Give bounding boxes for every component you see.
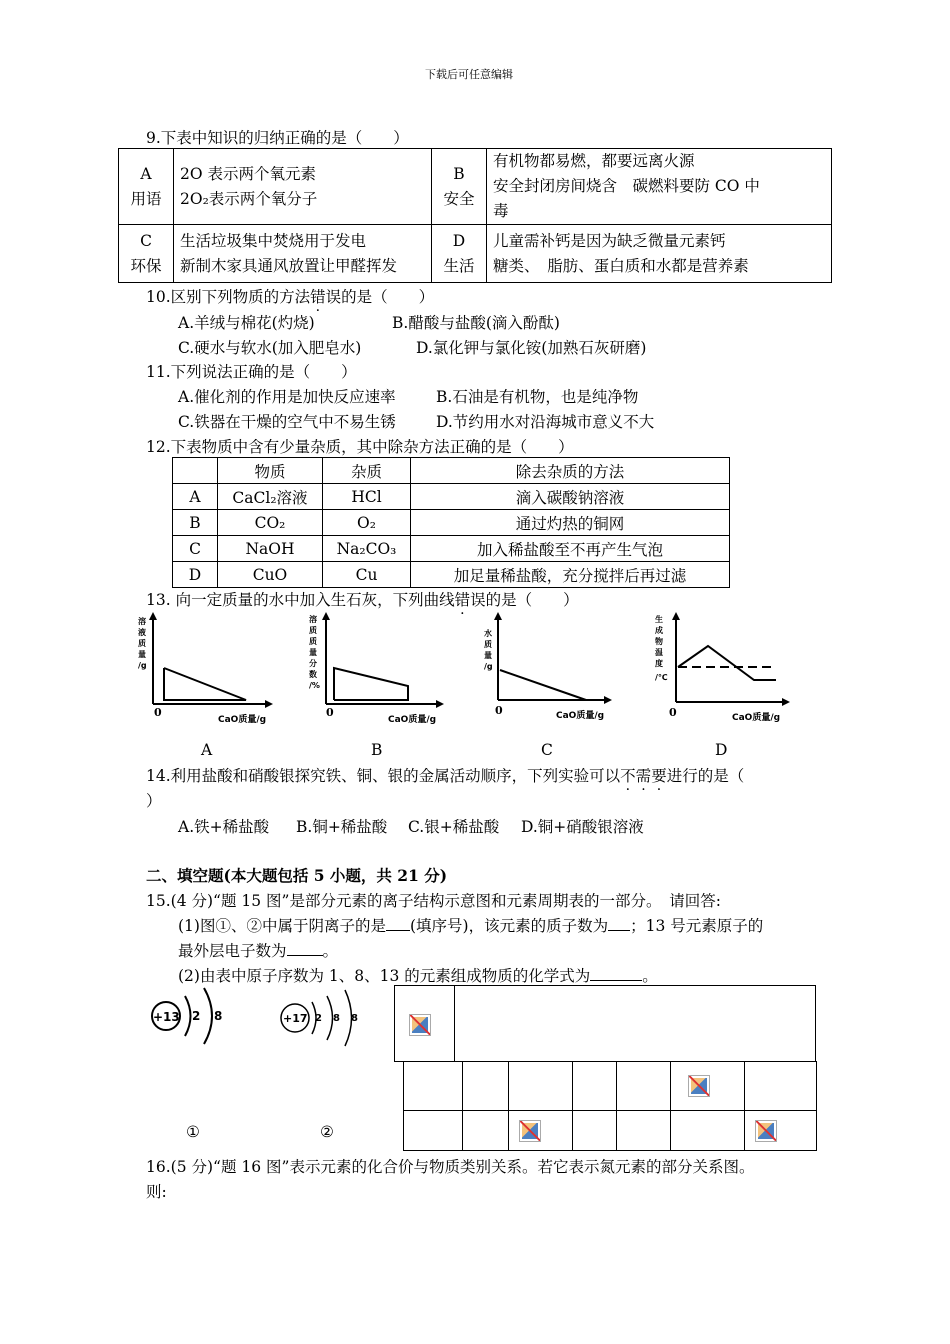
svg-text:0: 0 xyxy=(326,706,334,719)
svg-text:生: 生 xyxy=(655,615,663,624)
chart-d-curve xyxy=(678,646,776,680)
q11-option-d: D.节约用水对沿海城市意义不大 xyxy=(436,413,655,431)
q11-stem: 11.下列说法正确的是（ ） xyxy=(146,363,357,381)
chart-a-xlabel: CaO质量/g xyxy=(218,715,267,725)
chart-a xyxy=(138,612,273,725)
svg-text:溶: 溶 xyxy=(138,617,146,626)
svg-text:CaO质量/g: CaO质量/g xyxy=(388,715,437,725)
periodic-table-grid xyxy=(403,1061,817,1151)
answer-blank-4 xyxy=(590,966,642,981)
q15-part1-line1: (1)图①、②中属于阴离子的是 (填序号)，该元素的质子数为 ；13 号元素原子的 xyxy=(178,917,764,935)
svg-text:物: 物 xyxy=(655,637,663,646)
chart-b-letter: B xyxy=(371,741,383,759)
q14-stem: 14.利用盐酸和硝酸银探究铁、铜、银的金属活动顺序，下列实验可以不需要进行的是（ xyxy=(146,767,745,785)
svg-text:溶: 溶 xyxy=(309,615,317,624)
q11-option-a: A.催化剂的作用是加快反应速率 xyxy=(178,388,396,406)
q9-cell-c-head: C 环保 xyxy=(119,225,174,283)
svg-text:CaO质量/g: CaO质量/g xyxy=(732,713,781,723)
q9-cell-b: 有机物都易燃，都要远离火源 安全封闭房间烧含 碳燃料要防 CO 中 毒 xyxy=(487,149,832,225)
q9-cell-c: 生活垃圾集中焚烧用于发电 新制木家具通风放置让甲醛挥发 xyxy=(174,225,432,283)
ion-diagram-2 xyxy=(281,990,358,1046)
svg-text:/%: /% xyxy=(309,681,320,690)
table-row: D CuO Cu 加足量稀盐酸，充分搅拌后再过滤 xyxy=(173,562,730,588)
ion-diagram-1 xyxy=(152,988,222,1044)
svg-text:量: 量 xyxy=(309,648,317,657)
q14-option-b: B.铜+稀盐酸 xyxy=(296,818,388,836)
q13-charts xyxy=(136,612,806,736)
broken-image-icon xyxy=(755,1120,777,1142)
svg-text:0: 0 xyxy=(495,704,503,717)
q15-part1-line2: 最外层电子数为 。 xyxy=(178,942,339,960)
svg-text:质: 质 xyxy=(484,640,492,649)
svg-text:量: 量 xyxy=(484,651,492,660)
chart-a-letter: A xyxy=(201,741,213,759)
svg-text:0: 0 xyxy=(669,706,677,719)
table-row: A CaCl₂溶液 HCl 滴入碳酸钠溶液 xyxy=(173,484,730,510)
chart-b xyxy=(308,612,444,725)
q15-stem: 15.(4 分)“题 15 图”是部分元素的离子结构示意图和元素周期表的一部分。 请回答: xyxy=(146,892,721,910)
q14-stem-end: ） xyxy=(146,792,162,810)
table-row: C NaOH Na₂CO₃ 加入稀盐酸至不再产生气泡 xyxy=(173,536,730,562)
q15-part2: (2)由表中原子序数为 1、8、13 的元素组成物质的化学式为 。 xyxy=(178,967,658,985)
q12-table xyxy=(172,457,730,588)
q13-stem: 13. 向一定质量的水中加入生石灰，下列曲线错误的是（ ） xyxy=(146,591,579,609)
chart-a-origin: 0 xyxy=(154,706,162,719)
periodic-table-top xyxy=(394,985,816,1062)
svg-text:+17: +17 xyxy=(283,1012,308,1025)
svg-text:8: 8 xyxy=(351,1013,358,1024)
svg-text:数: 数 xyxy=(309,670,317,679)
svg-text:/℃: /℃ xyxy=(655,673,668,682)
q16-line1: 16.(5 分)“题 16 图”表示元素的化合价与物质类别关系。若它表示氮元素的部分关系图。 xyxy=(146,1158,755,1176)
svg-text:+13: +13 xyxy=(153,1010,180,1024)
chart-d-letter: D xyxy=(715,741,728,759)
chart-c-letter: C xyxy=(541,741,553,759)
broken-image-icon xyxy=(519,1120,541,1142)
q14-option-c: C.银+稀盐酸 xyxy=(408,818,500,836)
q12-header-substance: 物质 xyxy=(218,458,323,484)
ion-1-label: ① xyxy=(186,1123,200,1141)
q10-option-b: B.醋酸与盐酸(滴入酚酞) xyxy=(392,314,560,332)
svg-text:8: 8 xyxy=(333,1013,340,1024)
q9-cell-b-head: B 安全 xyxy=(432,149,487,225)
chart-b-curve xyxy=(334,668,408,700)
svg-text:质: 质 xyxy=(309,626,317,635)
ion-2-label: ② xyxy=(320,1123,334,1141)
svg-text:温: 温 xyxy=(655,648,663,657)
page-header: 下载后可任意编辑 xyxy=(425,68,513,81)
svg-text:CaO质量/g: CaO质量/g xyxy=(556,711,605,721)
svg-text:水: 水 xyxy=(484,629,492,638)
q16-line2: 则: xyxy=(146,1183,167,1201)
svg-text:质: 质 xyxy=(309,637,317,646)
svg-text:量: 量 xyxy=(138,650,146,659)
q10-option-a: A.羊绒与棉花(灼烧) xyxy=(178,314,315,332)
svg-text:度: 度 xyxy=(655,659,663,668)
svg-text:质: 质 xyxy=(138,639,146,648)
chart-c-curve xyxy=(500,670,586,700)
svg-text:/g: /g xyxy=(138,661,147,670)
svg-text:2: 2 xyxy=(192,1009,201,1023)
ion-structure-diagrams xyxy=(140,982,380,1052)
q12-header-impurity: 杂质 xyxy=(323,458,411,484)
q12-header-blank xyxy=(173,458,218,484)
q9-stem: 9.下表中知识的归纳正确的是（ ） xyxy=(146,129,409,147)
q12-stem: 12.下表物质中含有少量杂质，其中除杂方法正确的是（ ） xyxy=(146,438,574,456)
q11-option-b: B.石油是有机物，也是纯净物 xyxy=(436,388,639,406)
q9-cell-d-head: D 生活 xyxy=(432,225,487,283)
svg-text:分: 分 xyxy=(309,659,317,668)
svg-text:2: 2 xyxy=(315,1013,322,1024)
table-row: B CO₂ O₂ 通过灼热的铜网 xyxy=(173,510,730,536)
q10-option-c: C.硬水与软水(加入肥皂水) xyxy=(178,339,362,357)
q10-option-d: D.氯化钾与氯化铵(加熟石灰研磨) xyxy=(416,339,647,357)
svg-text:成: 成 xyxy=(655,626,663,635)
answer-blank-2 xyxy=(608,916,630,931)
svg-text:液: 液 xyxy=(138,628,146,637)
answer-blank-3 xyxy=(287,941,323,956)
q9-table xyxy=(118,148,832,283)
q9-cell-a: 2O 表示两个氧元素 2O₂表示两个氧分子 xyxy=(174,149,432,225)
svg-text:8: 8 xyxy=(214,1009,223,1023)
answer-blank-1 xyxy=(386,916,410,931)
q12-header-method: 除去杂质的方法 xyxy=(411,458,730,484)
chart-a-curve xyxy=(164,668,246,700)
chart-c xyxy=(484,612,612,721)
q9-cell-d: 儿童需补钙是因为缺乏微量元素钙 糖类、 脂肪、蛋白质和水都是营养素 xyxy=(487,225,832,283)
broken-image-icon xyxy=(688,1075,710,1097)
q11-option-c: C.铁器在干燥的空气中不易生锈 xyxy=(178,413,396,431)
chart-d xyxy=(654,612,790,723)
q14-option-a: A.铁+稀盐酸 xyxy=(178,818,270,836)
q14-option-d: D.铜+硝酸银溶液 xyxy=(521,818,644,836)
q9-cell-a-head: A 用语 xyxy=(119,149,174,225)
q10-stem: 10.区别下列物质的方法错误的是（ ） xyxy=(146,288,435,306)
broken-image-icon xyxy=(409,1014,431,1036)
svg-text:/g: /g xyxy=(484,662,493,671)
section2-title: 二、填空题(本大题包括 5 小题，共 21 分) xyxy=(146,866,448,885)
